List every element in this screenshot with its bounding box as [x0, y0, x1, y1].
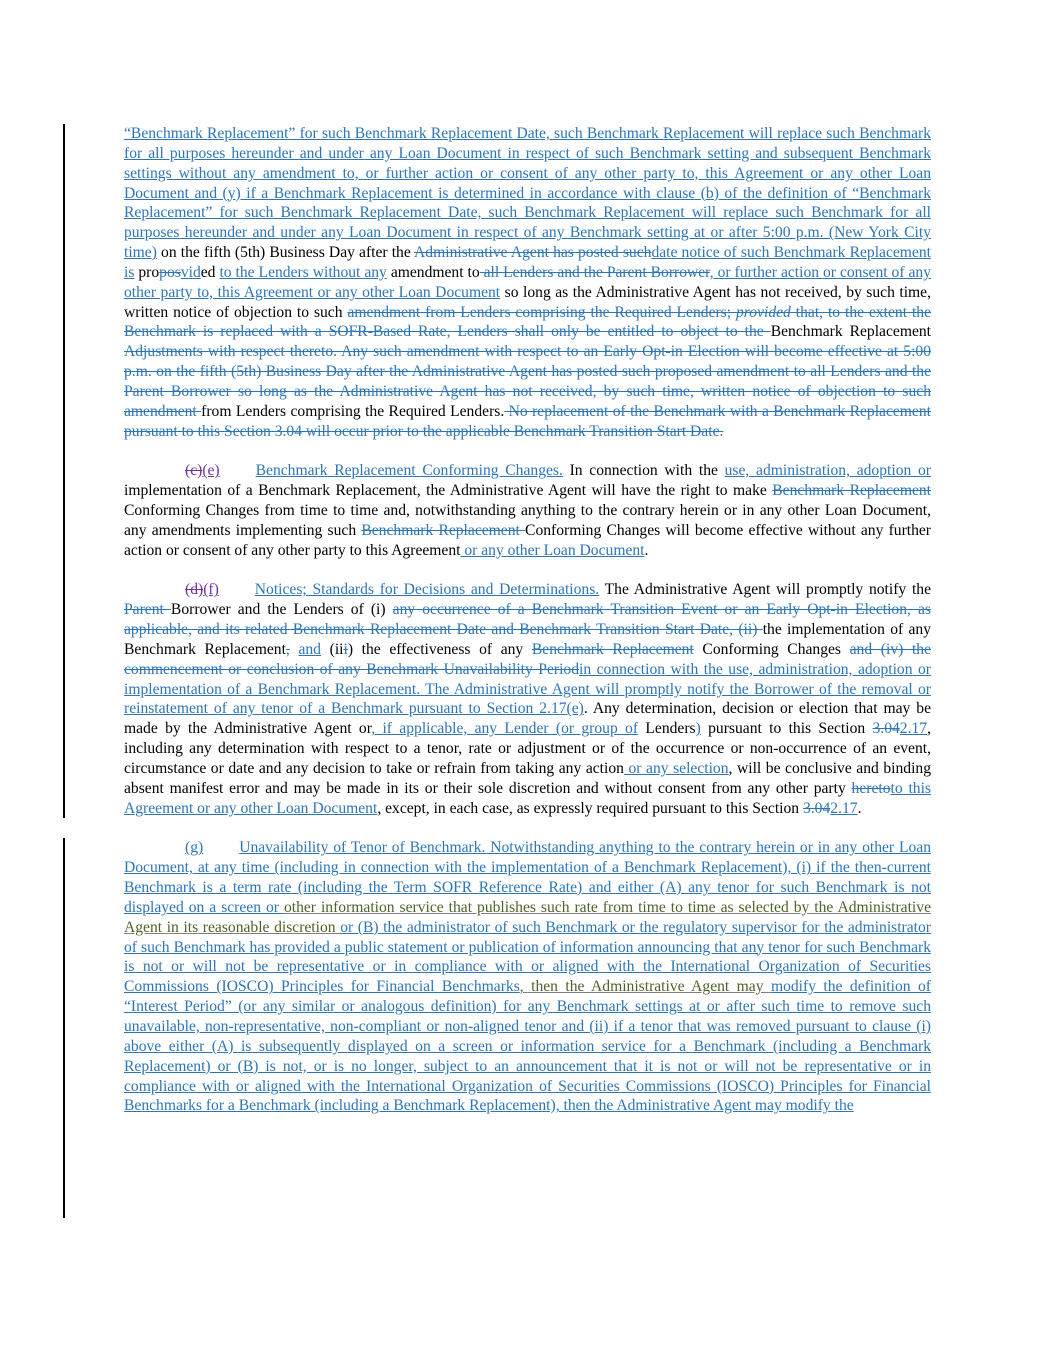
text-run: ) the effectiveness of any: [347, 640, 532, 658]
deleted-text: and (iv) the commencement or conclusion of any Benchmark Unavailability Period: [124, 640, 931, 678]
deleted-text: hereto: [851, 779, 891, 797]
text-run: pro: [134, 263, 160, 281]
text-run: . Any determination, decision or election that may be made by the Administrative Agent or: [124, 700, 931, 738]
deleted-label: (d): [185, 581, 204, 599]
paragraph-e-conforming-changes: [124, 461, 931, 560]
inserted-text: , or further action or consent of any other party to, this Agreement or any other Loan Document: [124, 263, 931, 301]
text-run: Borrower and the Lenders of (i): [170, 601, 393, 619]
deleted-text: i: [343, 640, 348, 658]
text-run: The Administrative Agent will promptly notify the: [599, 581, 931, 599]
deleted-text: all Lenders and the Parent Borrower: [479, 263, 710, 281]
deleted-text: Benchmark Replacement: [361, 521, 526, 539]
inserted-text: and: [298, 640, 321, 658]
text-run: , including any determination with respect to a tenor, rate or adjustment or of the occurrence or non-occurrence of an event, circumstance or date and any decision to take or refrain from taking any action: [124, 720, 931, 777]
inserted-tab-space: [203, 838, 239, 858]
deleted-text: ,: [285, 640, 290, 658]
text-run: on the fifth (5th) Business Day after the: [156, 244, 415, 262]
inserted-text: or any selection: [623, 760, 729, 777]
inserted-text: , if applicable, any Lender (or group of: [371, 720, 639, 738]
deleted-text: any occurrence of a Benchmark Transition Event or an Early Opt-in Election, as applicable, and its related Benchmark Replacement Date and Benchmark Transition Start Date, (ii): [124, 601, 931, 639]
inserted-text-secondary: other information service that publishes such rate from time to time as selected by the Administrative Agent in its reasonable discretion: [124, 898, 931, 936]
text-run: , will be conclusive and binding absent manifest error and may be made in its or their sole discretion and without consent from any other party: [124, 760, 932, 797]
text-run: Conforming Changes: [693, 640, 850, 658]
inserted-text: Notices; Standards for Decisions and Determinations.: [254, 581, 600, 599]
inserted-text: 2.17: [899, 720, 928, 738]
text-run: (ii: [320, 640, 344, 658]
inserted-text: Benchmark Replacement Conforming Changes.: [255, 462, 563, 480]
text-run: implementation of a Benchmark Replacement, the Administrative Agent will have the right to make: [124, 482, 773, 500]
text-run: pursuant to this Section: [700, 720, 873, 738]
inserted-text: Unavailability of Tenor of Benchmark. Notwithstanding anything to the contrary herein or in any other Loan Document, at any time (including in connection with the implementation of a Benchmark Replacement), (i) if the then-current Benchmark is a term rate (including the Term SOFR Reference Rate) and either (A) any tenor for such Benchmark is not displayed on a screen or: [124, 839, 931, 916]
deleted-text-italic: provided: [736, 303, 791, 321]
inserted-label: (f): [203, 581, 219, 599]
text-run: .: [857, 799, 862, 817]
inserted-text: date notice of such Benchmark Replacement is: [124, 244, 931, 281]
inserted-text: “Benchmark Replacement” for such Benchmark Replacement Date, such Benchmark Replacement will replace such Benchmark for all purposes hereunder and under any Loan Document in respect of such Benchmark setting and subsequent Benchmark settings without any amendment to, or further action or consent of any other party to, this Agreement or any other Loan Document and (y) if a Benchmark Replacement is determined in accordance with clause (b) of the definition of “Benchmark Replacement” for such Benchmark Replacement Date, such Benchmark Replacement will replace such Benchmark for all purposes hereunder and under any Loan Document in respect of any Benchmark setting at or after 5:00 p.m. (New York City time): [124, 125, 931, 262]
deleted-text: amendment from Lenders comprising the Required Lenders;: [347, 303, 736, 321]
deleted-text: 3.04: [802, 799, 831, 817]
deleted-text: Benchmark Replacement: [772, 482, 931, 500]
inserted-text: or (B) the administrator of such Benchmark or the regulatory supervisor for the administrator of such Benchmark has provided a public statement or publication of information announcing that any tenor for such Benchmark is not or will not be representative or in compliance with or aligned with the International Organization of Securities Commissions (IOSCO) Principles for Financial Benchmarks: [124, 918, 931, 996]
inserted-text: to this Agreement or any other Loan Document: [124, 779, 931, 817]
text-run: In connection with the: [562, 462, 725, 480]
deleted-text: No replacement of the Benchmark with a Benchmark Replacement pursuant to this Section 3.04 will occur prior to the applicable Benchmark Transition Start Date.: [124, 402, 931, 440]
text-run: ed: [200, 263, 220, 281]
inserted-text: use, administration, adoption or: [724, 462, 931, 480]
inserted-text: to the Lenders without any: [219, 263, 387, 281]
deleted-text: that, to the extent the Benchmark is replaced with a SOFR-Based Rate, Lenders shall only be entitled to object to the: [124, 303, 931, 341]
inserted-text: modify the definition of “Interest Period” (or any similar or analogous definition) for any Benchmark settings at or after such time to remove such unavailable, non-representative, non-compliant or non-aligned tenor and (ii) if a tenor that was removed pursuant to clause (i) above either (A) is subsequently displayed on a screen or information service for a Benchmark (including a Benchmark Replacement) or (B) is not, or is no longer, subject to an announcement that it is not or will not be representative or in compliance with or aligned with the International Organization of Securities Commissions (IOSCO) Principles for Financial Benchmarks for a Benchmark (including a Benchmark Replacement), then the Administrative Agent may modify the: [124, 978, 931, 1115]
change-bar: [63, 124, 65, 818]
deleted-text: 3.04: [872, 720, 900, 738]
paragraph-g-tenor-unavailability: [124, 838, 931, 1116]
inserted-text: vid: [180, 263, 201, 281]
deleted-text: Benchmark Replacement: [531, 640, 694, 658]
text-run: Benchmark Replacement: [770, 323, 932, 341]
text-run: Conforming Changes from time to time and, notwithstanding anything to the contrary herein or in any other Loan Document, any amendments implementing such: [124, 502, 931, 539]
text-run: , except, in each case, as expressly required pursuant to this Section: [377, 799, 803, 817]
change-bar: [63, 838, 65, 1218]
paragraph-continuation: [124, 124, 931, 442]
inserted-text: or any other Loan Document: [460, 541, 645, 559]
inserted-text: ): [695, 720, 701, 738]
deleted-text: Adjustments with respect thereto. Any such amendment with respect to an Early Opt-in Election will become effective at 5:00 p.m. on the fifth (5th) Business Day after the Administrative Agent has posted such proposed amendment to all Lenders and the Parent Borrower so long as the Administrative Agent has not received, by such time, written notice of objection to such amendment: [124, 343, 931, 420]
text-run: so long as the Administrative Agent has not received, by such time, written notice of objection to such: [124, 283, 931, 321]
text-run: the implementation of any Benchmark Replacement: [124, 621, 931, 658]
text-run: amendment to: [386, 263, 480, 281]
text-run: Lenders: [638, 720, 696, 738]
inserted-text: in connection with the use, administration, adoption or implementation of a Benchmark Replacement. The Administrative Agent will promptly notify the Borrower of the removal or reinstatement of any tenor of a Benchmark pursuant to Section 2.17(e): [124, 660, 931, 718]
text-run: from Lenders comprising the Required Lenders.: [201, 402, 505, 420]
document-body: [124, 124, 931, 1136]
paragraph-f-notices: [124, 580, 931, 818]
inserted-text-secondary: , then the Administrative Agent may: [519, 978, 771, 996]
deleted-text: Parent: [124, 601, 171, 619]
deleted-text: pos: [159, 263, 181, 281]
inserted-text: (g): [185, 839, 204, 857]
inserted-text: 2.17: [830, 799, 858, 817]
deleted-label: (c): [185, 462, 203, 480]
deleted-text: Administrative Agent has posted such: [414, 244, 652, 262]
inserted-label: (e): [202, 462, 220, 480]
text-run: Conforming Changes will become effective without any further action or consent of any other party to this Agreement: [124, 521, 932, 559]
text-run: .: [644, 541, 649, 559]
